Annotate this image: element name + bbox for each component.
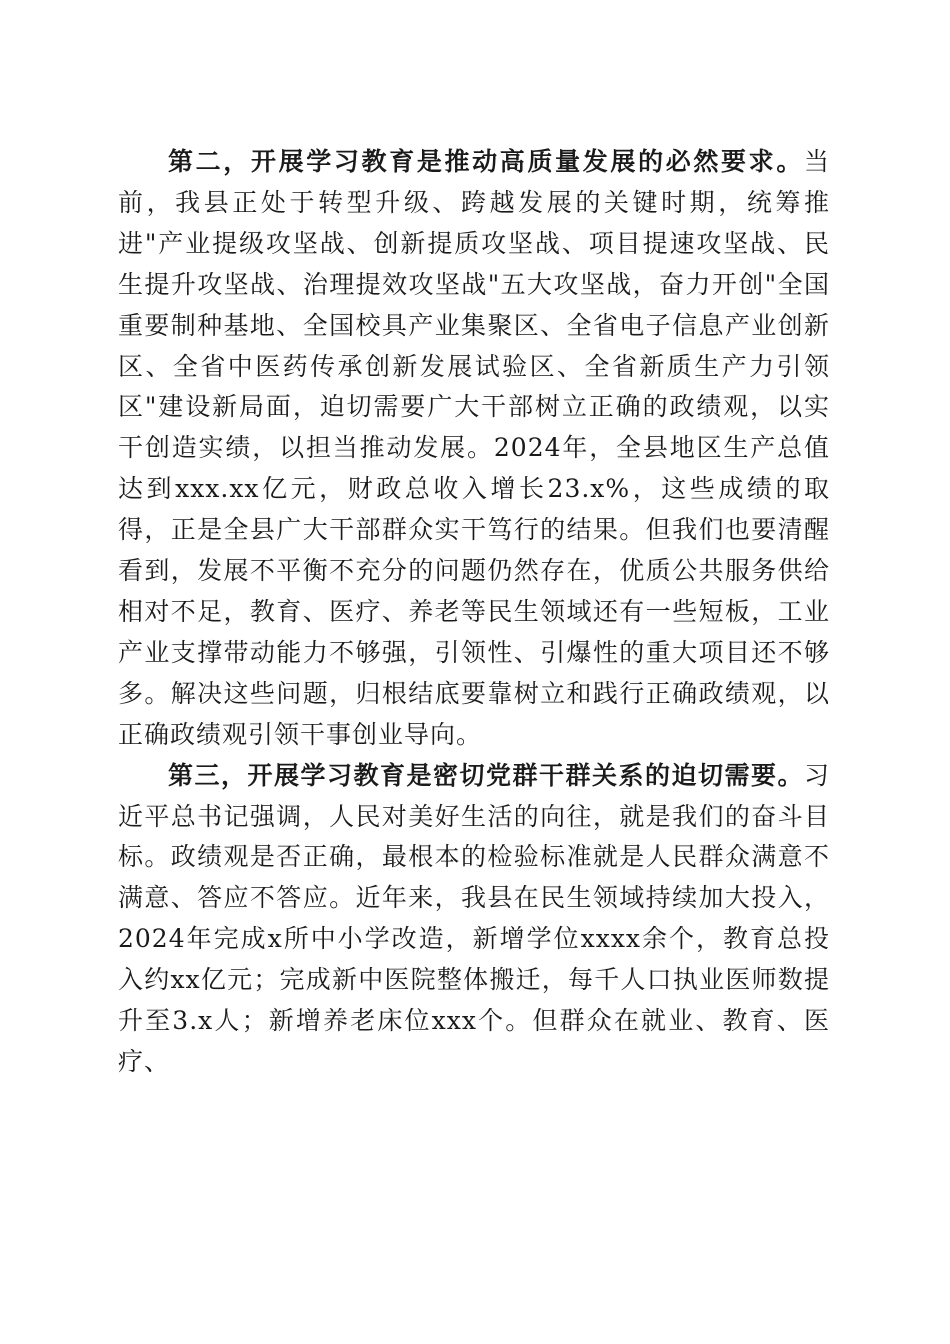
paragraph-text: 习近平总书记强调，人民对美好生活的向往，就是我们的奋斗目标。政绩观是否正确，最根本的检验标准就是人民群众满意不满意、答应不答应。近年来，我县在民生领域持续加大投入，2024年完成x所中小学改造，新增学位xxxx余个，教育总投入约xx亿元；完成新中医院整体搬迁，每千人口执业医师数提升至3.x人；新增养老床位xxx个。但群众在就业、教育、医疗、 [118,760,830,1076]
paragraph-text: 当前，我县正处于转型升级、跨越发展的关键时期，统筹推进"产业提级攻坚战、创新提质攻坚战、项目提速攻坚战、民生提升攻坚战、治理提效攻坚战"五大攻坚战，奋力开创"全国重要制种基地、全国校具产业集聚区、全省电子信息产业创新区、全省中医药传承创新发展试验区、全省新质生产力引领区"建设新局面，迫切需要广大干部树立正确的政绩观，以实干创造实绩，以担当推动发展。2024年，全县地区生产总值达到xxx.xx亿元，财政总收入增长23.x%，这些成绩的取得，正是全县广大干部群众实干笃行的结果。但我们也要清醒看到，发展不平衡不充分的问题仍然存在，优质公共服务供给相对不足，教育、医疗、养老等民生领域还有一些短板，工业产业支撑带动能力不够强，引领性、引爆性的重大项目还不够多。解决这些问题，归根结底要靠树立和践行正确政绩观，以正确政绩观引领干事创业导向。 [118,147,830,749]
paragraph-heading: 第二，开展学习教育是推动高质量发展的必然要求。 [168,147,804,176]
paragraph-third [118,756,830,1083]
paragraph-second [118,142,830,756]
paragraph-heading: 第三，开展学习教育是密切党群干群关系的迫切需要。 [168,760,804,790]
document-body [118,142,830,1083]
